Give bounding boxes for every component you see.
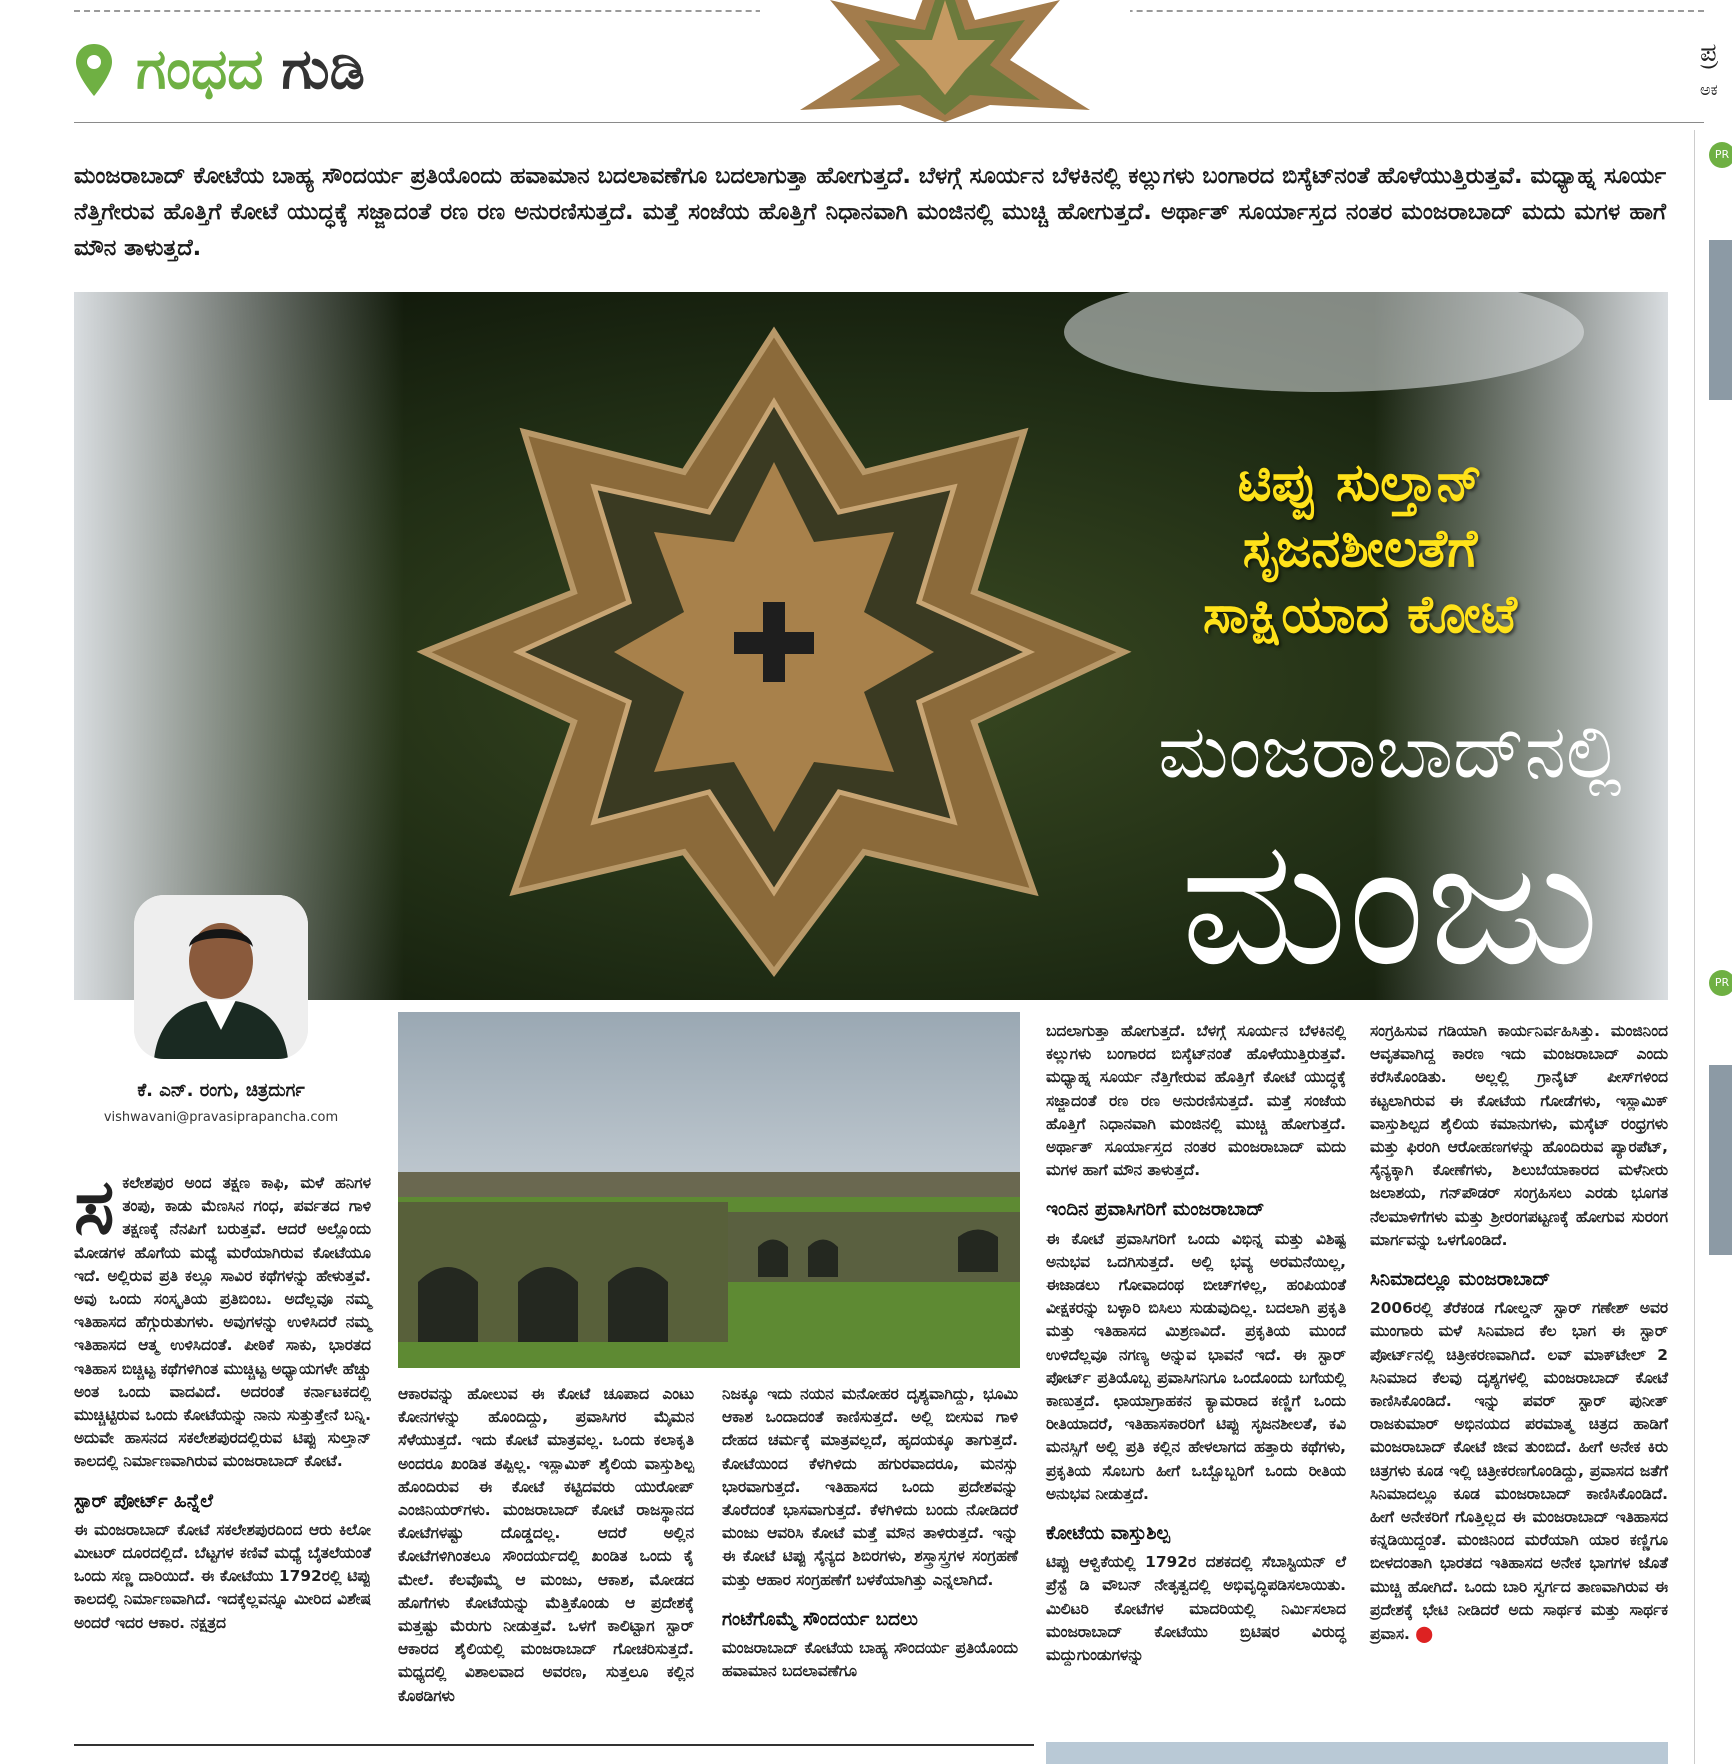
article-column-1 [74,1162,371,1635]
drop-cap: ಸ [74,1162,115,1251]
headline-small: ಮಂಜರಾಬಾದ್‌ನಲ್ಲಿ [1158,709,1622,795]
column-text: ಬದಲಾಗುತ್ತಾ ಹೋಗುತ್ತದೆ. ಬೆಳಗ್ಗೆ ಸೂರ್ಯನ ಬೆಳಕಿನಲ್ಲಿ ಕಲ್ಲುಗಳು ಬಂಗಾರದ ಬಿಸ್ಕೆಟ್‌ನಂತೆ ಹೊಳೆಯುತ್ತಿರುತ್ತವೆ. ಮಧ್ಯಾಹ್ನ ಸೂರ್ಯ ನೆತ್ತಿಗೇರುವ ಹೊತ್ತಿಗೆ ಕೋಟೆ ಯುದ್ಧಕ್ಕೆ ಸಜ್ಜಾದಂತೆ ರಣ ರಣ ಅನುರಣಿಸುತ್ತದೆ. ಮತ್ತೆ ಸಂಜೆಯ ಹೊತ್ತಿಗೆ ನಿಧಾನವಾಗಿ ಮಂಜಿನಲ್ಲಿ ಮುಚ್ಚಿ ಹೋಗುತ್ತದೆ. ಅರ್ಥಾತ್ ಸೂರ್ಯಾಸ್ತದ ನಂತರ ಮಂಜರಾಬಾದ್ ಮದು ಮಗಳ ಹಾಗೆ ಮೌನ ತಾಳುತ್ತದೆ. [1046,1022,1346,1180]
hero-kicker-line: ಸೃಜನಶೀಲತೆಗೆ [1242,519,1478,579]
pr-badge: PR [1709,970,1732,996]
section-title-dark: ಗುಡಿ [281,37,365,102]
hero-kicker [1150,450,1570,648]
column-text: ಈ ಮಂಜರಾಬಾದ್ ಕೋಟೆ ಸಕಲೇಶಪುರದಿಂದ ಆರು ಕಿಲೋ ಮೀಟರ್ ದೂರದಲ್ಲಿದೆ. ಬೆಟ್ಟಗಳ ಕಣಿವೆ ಮಧ್ಯೆ ಬೈತಲೆಯಂತೆ ಒಂದು ಸಣ್ಣ ದಾರಿಯಿದೆ. ಈ ಕೋಟೆಯು 1792ರಲ್ಲಿ ಟಿಪ್ಪು ಕಾಲದಲ್ಲಿ ನಿರ್ಮಾಣವಾಗಿದೆ. ಇದಕ್ಕೆಲ್ಲವನ್ನೂ ಮೀರಿದ ವಿಶೇಷ ಅಂದರೆ ಇದರ ಆಕಾರ. ನಕ್ಷತ್ರದ [74,1520,371,1632]
subheading: ಸ್ಟಾರ್ ಪೋರ್ಟ್ ಹಿನ್ನೆಲೆ [74,1490,213,1512]
hero-kicker-line: ಟಿಪ್ಪು ಸುಲ್ತಾನ್ [1237,453,1483,513]
column-text: ಮಂಜರಾಬಾದ್ ಕೋಟೆಯ ಬಾಹ್ಯ ಸೌಂದರ್ಯ ಪ್ರತಿಯೊಂದು ಹವಾಮಾನ ಬದಲಾವಣೆಗೂ [722,1639,1018,1681]
column-text: ನಿಜಕ್ಕೂ ಇದು ನಯನ ಮನೋಹರ ದೃಶ್ಯವಾಗಿದ್ದು, ಭೂಮಿ ಆಕಾಶ ಒಂದಾದಂತೆ ಕಾಣಿಸುತ್ತದೆ. ಅಲ್ಲಿ ಬೀಸುವ ಗಾಳಿ ದೇಹದ ಚರ್ಮಕ್ಕೆ ಮಾತ್ರವಲ್ಲದೆ, ಹೃದಯಕ್ಕೂ ತಾಗುತ್ತದೆ. ಕೋಟೆಯಿಂದ ಕೆಳಗಿಳಿದು ಹಗುರವಾದರೂ, ಮನಸ್ಸು ಭಾರವಾಗುತ್ತದೆ. ಇತಿಹಾಸದ ಒಂದು ಪ್ರದೇಶವನ್ನು ತೊರೆದಂತೆ ಭಾಸವಾಗುತ್ತದೆ. ಕೆಳಗಿಳಿದು ಬಂದು ನೋಡಿದರೆ ಮಂಜು ಆವರಿಸಿ ಕೋಟೆ ಮತ್ತೆ ಮೌನ ತಾಳಿರುತ್ತದೆ. ಇನ್ನು ಈ ಕೋಟೆ ಟಿಪ್ಪು ಸೈನ್ಯದ ಶಿಬಿರಗಳು, ಶಸ್ತ್ರಾಸ್ತ್ರಗಳ ಸಂಗ್ರಹಣೆ ಮತ್ತು ಆಹಾರ ಸಂಗ್ರಹಣೆಗೆ ಬಳಕೆಯಾಗಿತ್ತು ಎನ್ನಲಾಗಿದೆ. [722,1385,1018,1589]
fort-ramparts-photo [398,1012,1020,1368]
article-column-3 [722,1383,1018,1683]
subheading: ಸಿನಿಮಾದಲ್ಲೂ ಮಂಜರಾಬಾದ್ [1370,1269,1551,1291]
subheading: ಕೋಟೆಯ ವಾಸ್ತುಶಿಲ್ಪ [1046,1523,1170,1545]
pr-badge: PR [1709,142,1732,168]
next-article-photo-edge [1046,1742,1668,1764]
section-title-green: ಗಂಧದ [136,37,264,102]
adjacent-page-heading: ಪ್ರ [1700,38,1718,68]
subheading: ಇಂದಿನ ಪ್ರವಾಸಿಗರಿಗೆ ಮಂಜರಾಬಾದ್ [1046,1199,1265,1221]
bottom-rule [74,1744,1034,1746]
column-text: 2006ರಲ್ಲಿ ತೆರೆಕಂಡ ಗೋಲ್ಡನ್ ಸ್ಟಾರ್ ಗಣೇಶ್ ಅವರ ಮುಂಗಾರು ಮಳೆ ಸಿನಿಮಾದ ಕೆಲ ಭಾಗ ಈ ಸ್ಟಾರ್ ಪೋರ್ಟ್‌ನಲ್ಲಿ ಚಿತ್ರೀಕರಣವಾಗಿದೆ. ಲವ್ ಮಾಕ್‌ಟೇಲ್ 2 ಸಿನಿಮಾದ ಕೆಲವು ದೃಶ್ಯಗಳಲ್ಲಿ ಮಂಜರಾಬಾದ್ ಕೋಟೆ ಕಾಣಿಸಿಕೊಂಡಿದೆ. ಇನ್ನು ಪವರ್ ಸ್ಟಾರ್ ಪುನೀತ್ ರಾಜಕುಮಾರ್ ಅಭಿನಯದ ಪರಮಾತ್ಮ ಚಿತ್ರದ ಹಾಡಿಗೆ ಮಂಜರಾಬಾದ್ ಕೋಟೆ ಜೀವ ತುಂಬಿದೆ. ಹೀಗೆ ಅನೇಕ ಕಿರು ಚಿತ್ರಗಳು ಕೂಡ ಇಲ್ಲಿ ಚಿತ್ರೀಕರಣಗೊಂಡಿದ್ದು, ಪ್ರವಾಸದ ಜತೆಗೆ ಸಿನಿಮಾದಲ್ಲೂ ಕೂಡ ಮಂಜರಾಬಾದ್ ಕಾಣಿಸಿಕೊಂಡಿದೆ. ಹೀಗೆ ಅನೇಕರಿಗೆ ಗೊತ್ತಿಲ್ಲದ ಈ ಮಂಜರಾಬಾದ್ ಇತಿಹಾಸದ ಕನ್ನಡಿಯಿದ್ದಂತೆ. ಮಂಜಿನಿಂದ ಮರೆಯಾಗಿ ಯಾರ ಕಣ್ಣಿಗೂ ಬೀಳದಂತಾಗಿ ಭಾರತದ ಇತಿಹಾಸದ ಅನೇಕ ಭಾಗಗಳ ಜೊತೆ ಮುಚ್ಚಿ ಹೋಗಿದೆ. ಒಂದು ಬಾರಿ ಸ್ವರ್ಗದ ತಾಣವಾಗಿರುವ ಈ ಪ್ರದೇಶಕ್ಕೆ ಭೇಟಿ ನೀಡಿದರೆ ಅದು ಸಾರ್ಥಕ ಮತ್ತು ಸಾರ್ಥಕ ಪ್ರವಾಸ. [1370,1299,1668,1644]
masthead-fort-image [760,0,1130,122]
author-name: ಕೆ. ಎನ್. ರಂಗು, ಚಿತ್ರದುರ್ಗ [137,1080,305,1101]
article-column-5 [1370,1020,1668,1646]
adjacent-page-image [1709,1065,1732,1255]
headline-large: ಮಂಜು [1180,800,1600,1005]
column-text: ಕಲೇಶಪುರ ಅಂದ ತಕ್ಷಣ ಕಾಫಿ, ಮಳೆ ಹನಿಗಳ ತಂಪು, ಕಾಡು ಮೆಣಸಿನ ಗಂಧ, ಪರ್ವತದ ಗಾಳಿ ತಕ್ಷಣಕ್ಕೆ ನೆನಪಿಗೆ ಬರುತ್ತವೆ. ಆದರೆ ಅಲ್ಲೊಂದು ಮೋಡಗಳ ಹೊಗೆಯ ಮಧ್ಯೆ ಮರೆಯಾಗಿರುವ ಕೋಟೆಯೂ ಇದೆ. ಅಲ್ಲಿರುವ ಪ್ರತಿ ಕಲ್ಲೂ ಸಾವಿರ ಕಥೆಗಳನ್ನು ಹೇಳುತ್ತವೆ. ಅವು ಒಂದು ಸಂಸ್ಕೃತಿಯ ಪ್ರತಿಬಿಂಬ. ಅದೆಲ್ಲವೂ ನಮ್ಮ ಇತಿಹಾಸದ ಹೆಗ್ಗುರುತುಗಳು. ಅವುಗಳನ್ನು ಉಳಿಸಿದರೆ ನಮ್ಮ ಇತಿಹಾಸದ ಆತ್ಮ ಉಳಿಸಿದಂತೆ. ಪೀಠಿಕೆ ಸಾಕು, ಭಾರತದ ಇತಿಹಾಸ ಬಿಚ್ಚಿಟ್ಟ ಕಥೆಗಳಿಗಿಂತ ಮುಚ್ಚಿಟ್ಟ ಅಧ್ಯಾಯಗಳೇ ಹೆಚ್ಚು ಅಂತ ಒಂದು ವಾದವಿದೆ. ಅದರಂತೆ ಕರ್ನಾಟಕದಲ್ಲಿ ಮುಚ್ಚಿಟ್ಟಿರುವ ಒಂದು ಕೋಟೆಯನ್ನು ನಾನು ಸುತ್ತುತ್ತೇನೆ ಬನ್ನಿ. ಅದುವೇ ಹಾಸನದ ಸಕಲೇಶಪುರದಲ್ಲಿರುವ ಟಿಪ್ಪು ಸುಲ್ತಾನ್ ಕಾಲದಲ್ಲಿ ನಿರ್ಮಾಣವಾಗಿರುವ ಮಂಜರಾಬಾದ್ ಕೋಟೆ. [74,1174,371,1471]
adjacent-page-subheading: ಅಕ [1700,80,1718,99]
subheading: ಗಂಟೆಗೊಮ್ಮೆ ಸೌಂದರ್ಯ ಬದಲು [722,1608,918,1630]
lead-paragraph: ಮಂಜರಾಬಾದ್ ಕೋಟೆಯ ಬಾಹ್ಯ ಸೌಂದರ್ಯ ಪ್ರತಿಯೊಂದು ಹವಾಮಾನ ಬದಲಾವಣೆಗೂ ಬದಲಾಗುತ್ತಾ ಹೋಗುತ್ತದೆ. ಬೆಳಗ್ಗೆ ಸೂರ್ಯನ ಬೆಳಕಿನಲ್ಲಿ ಕಲ್ಲುಗಳು ಬಂಗಾರದ ಬಿಸ್ಕೆಟ್‌ನಂತೆ ಹೊಳೆಯುತ್ತಿರುತ್ತವೆ. ಮಧ್ಯಾಹ್ನ ಸೂರ್ಯ ನೆತ್ತಿಗೇರುವ ಹೊತ್ತಿಗೆ ಕೋಟೆ ಯುದ್ಧಕ್ಕೆ ಸಜ್ಜಾದಂತೆ ರಣ ರಣ ಅನುರಣಿಸುತ್ತದೆ. ಮತ್ತೆ ಸಂಜೆಯ ಹೊತ್ತಿಗೆ ನಿಧಾನವಾಗಿ ಮಂಜಿನಲ್ಲಿ ಮುಚ್ಚಿ ಹೋಗುತ್ತದೆ. ಅರ್ಥಾತ್ ಸೂರ್ಯಾಸ್ತದ ನಂತರ ಮಂಜರಾಬಾದ್ ಮದು ಮಗಳ ಹಾಗೆ ಮೌನ ತಾಳುತ್ತದೆ. [74,163,1666,261]
adjacent-page-strip [1694,130,1732,1764]
column-text: ಟಿಪ್ಪು ಆಳ್ವಿಕೆಯಲ್ಲಿ 1792ರ ದಶಕದಲ್ಲಿ ಸೆಬಾಸ್ಟಿಯನ್ ಲೆ ಪ್ರೆಸ್ಟೆ ಡಿ ವೌಬನ್ ನೇತೃತ್ವದಲ್ಲಿ ಅಭಿವೃದ್ಧಿಪಡಿಸಲಾಯಿತು. ಮಿಲಿಟರಿ ಕೋಟೆಗಳ ಮಾದರಿಯಲ್ಲಿ ನಿರ್ಮಿಸಲಾದ ಮಂಜರಾಬಾದ್ ಕೋಟೆಯು ಬ್ರಿಟಿಷರ ವಿರುದ್ಧ ಮದ್ದುಗುಂಡುಗಳನ್ನು [1046,1553,1346,1665]
location-pin-icon [74,42,114,98]
article-column-4 [1046,1020,1346,1667]
end-mark-pin-icon: ⬤ [1415,1624,1434,1644]
column-text: ಆಕಾರವನ್ನು ಹೋಲುವ ಈ ಕೋಟೆ ಚೂಪಾದ ಎಂಟು ಕೋನಗಳನ್ನು ಹೊಂದಿದ್ದು, ಪ್ರವಾಸಿಗರ ಮೈಮನ ಸೆಳೆಯುತ್ತದೆ. ಇದು ಕೋಟೆ ಮಾತ್ರವಲ್ಲ. ಒಂದು ಕಲಾಕೃತಿ ಅಂದರೂ ಖಂಡಿತ ತಪ್ಪಿಲ್ಲ. ಇಸ್ಲಾಮಿಕ್ ಶೈಲಿಯ ವಾಸ್ತುಶಿಲ್ಪ ಹೊಂದಿರುವ ಈ ಕೋಟೆ ಕಟ್ಟಿದವರು ಯುರೋಪ್ ಎಂಜಿನಿಯರ್‌ಗಳು. ಮಂಜರಾಬಾದ್ ಕೋಟೆ ರಾಜಸ್ಥಾನದ ಕೋಟೆಗಳಷ್ಟು ದೊಡ್ಡದಲ್ಲ. ಆದರೆ ಅಲ್ಲಿನ ಕೋಟೆಗಳಿಗಿಂತಲೂ ಸೌಂದರ್ಯದಲ್ಲಿ ಖಂಡಿತ ಒಂದು ಕೈ ಮೇಲೆ. ಕೆಲವೊಮ್ಮೆ ಆ ಮಂಜು, ಆಕಾಶ, ಮೋಡದ ಹೊಗೆಗಳು ಕೋಟೆಯನ್ನು ಮೆತ್ತಿಕೊಂಡು ಆ ಪ್ರದೇಶಕ್ಕೆ ಮತ್ತಷ್ಟು ಮೆರುಗು ನೀಡುತ್ತವೆ. ಒಳಗೆ ಕಾಲಿಟ್ಟಾಗ ಸ್ಟಾರ್ ಆಕಾರದ ಶೈಲಿಯಲ್ಲಿ ಮಂಜರಾಬಾದ್ ಗೋಚರಿಸುತ್ತದೆ. ಮಧ್ಯದಲ್ಲಿ ವಿಶಾಲವಾದ ಅವರಣ, ಸುತ್ತಲೂ ಕಲ್ಲಿನ ಕೊಠಡಿಗಳು [398,1385,694,1705]
adjacent-page-image [1709,240,1732,400]
hero-kicker-line: ಸಾಕ್ಷಿಯಾದ ಕೋಟೆ [1203,585,1517,645]
section-masthead [74,30,365,110]
column-text: ಸಂಗ್ರಹಿಸುವ ಗಡಿಯಾಗಿ ಕಾರ್ಯನಿರ್ವಹಿಸಿತ್ತು. ಮಂಜಿನಿಂದ ಆವೃತವಾಗಿದ್ದ ಕಾರಣ ಇದು ಮಂಜರಾಬಾದ್ ಎಂದು ಕರೆಸಿಕೊಂಡಿತು. ಅಲ್ಲಲ್ಲಿ ಗ್ರಾನೈಟ್ ಪೀಸ್‌ಗಳಿಂದ ಕಟ್ಟಲಾಗಿರುವ ಈ ಕೋಟೆಯ ಗೋಡೆಗಳು, ಇಸ್ಲಾಮಿಕ್ ವಾಸ್ತುಶಿಲ್ಪದ ಶೈಲಿಯ ಕಮಾನುಗಳು, ಮಸ್ಕೆಟ್ ರಂಧ್ರಗಳು ಮತ್ತು ಫಿರಂಗಿ ಆರೋಹಣಗಳನ್ನು ಹೊಂದಿರುವ ಪ್ಯಾರಪೆಟ್, ಸೈನ್ಯಕ್ಕಾಗಿ ಕೋಣೆಗಳು, ಶಿಲುಬೆಯಾಕಾರದ ಮಳೆನೀರು ಜಲಾಶಯ, ಗನ್‌ಪೌಡರ್ ಸಂಗ್ರಹಿಸಲು ಎರಡು ಭೂಗತ ನೆಲಮಾಳಿಗೆಗಳು ಮತ್ತು ಶ್ರೀರಂಗಪಟ್ಟಣಕ್ಕೆ ಹೋಗುವ ಸುರಂಗ ಮಾರ್ಗವನ್ನು ಒಳಗೊಂಡಿದೆ. [1370,1022,1668,1249]
column-text: ಈ ಕೋಟೆ ಪ್ರವಾಸಿಗರಿಗೆ ಒಂದು ವಿಭಿನ್ನ ಮತ್ತು ವಿಶಿಷ್ಟ ಅನುಭವ ಒದಗಿಸುತ್ತದೆ. ಅಲ್ಲಿ ಭವ್ಯ ಅರಮನೆಯಿಲ್ಲ, ಈಜಾಡಲು ಗೋವಾದಂಥ ಬೀಚ್‌ಗಳಿಲ್ಲ, ಹಂಪಿಯಂತೆ ವೀಕ್ಷಕರನ್ನು ಬಳ್ಳಾರಿ ಬಿಸಿಲು ಸುಡುವುದಿಲ್ಲ. ಬದಲಾಗಿ ಪ್ರಕೃತಿ ಮತ್ತು ಇತಿಹಾಸದ ಮಿಶ್ರಣವಿದೆ. ಪ್ರಕೃತಿಯ ಮುಂದೆ ಉಳಿದೆಲ್ಲವೂ ನಗಣ್ಯ ಅನ್ನುವ ಭಾವನೆ ಇದೆ. ಈ ಸ್ಟಾರ್ ಪೋರ್ಟ್ ಪ್ರತಿಯೊಬ್ಬ ಪ್ರವಾಸಿಗನಿಗೂ ಒಂದೊಂದು ಬಗೆಯಲ್ಲಿ ಕಾಣುತ್ತದೆ. ಛಾಯಾಗ್ರಾಹಕನ ಕ್ಯಾಮರಾದ ಕಣ್ಣಿಗೆ ಒಂದು ರೀತಿಯಾದರೆ, ಇತಿಹಾಸಕಾರರಿಗೆ ಟಿಪ್ಪು ಸೃಜನಶೀಲತೆ, ಕವಿ ಮನಸ್ಸಿಗೆ ಅಲ್ಲಿ ಪ್ರತಿ ಕಲ್ಲಿನ ಹೇಳಲಾಗದ ಹತ್ತಾರು ಕಥೆಗಳು, ಪ್ರಕೃತಿಯ ಸೊಬಗು ಹೀಗೆ ಒಬ್ಬೊಬ್ಬರಿಗೆ ಒಂದು ರೀತಿಯ ಅನುಭವ ನೀಡುತ್ತದೆ. [1046,1229,1346,1503]
article-column-2 [398,1383,694,1708]
author-portrait [134,895,308,1059]
masthead-rule [74,122,1704,123]
author-email[interactable]: vishwavani@pravasiprapancha.com [103,1110,339,1125]
